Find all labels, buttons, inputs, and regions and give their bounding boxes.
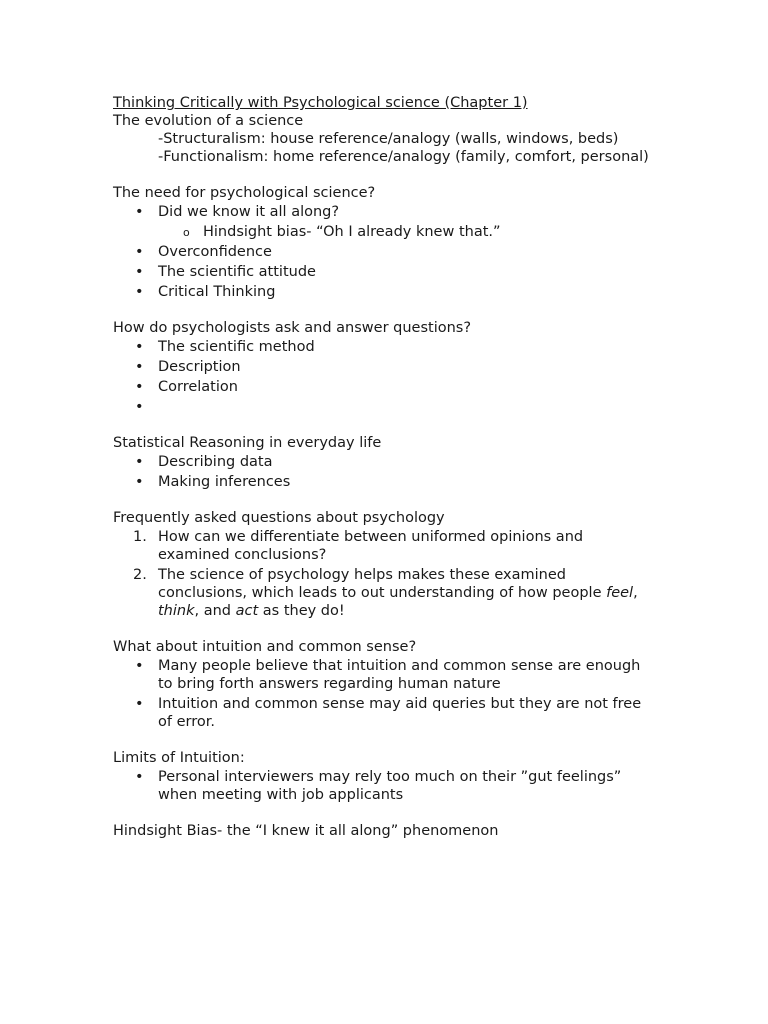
emphasis-feel: feel: [606, 585, 634, 601]
list-item-text: The scientific method: [158, 339, 315, 355]
list-item: [113, 338, 653, 356]
section-limits: [113, 749, 653, 804]
list-item-text: Making inferences: [158, 474, 291, 490]
bullet-icon: •: [135, 359, 144, 375]
list-item: [113, 473, 653, 491]
section-heading: Statistical Reasoning in everyday life: [113, 435, 382, 451]
list-item-text: Did we know it all along?: [158, 204, 340, 220]
list-item-text: Critical Thinking: [158, 284, 276, 300]
bullet-icon: •: [135, 696, 144, 712]
bullet-icon: •: [135, 658, 144, 674]
separator-text: , and: [194, 603, 236, 619]
structuralism-line: -Structuralism: house reference/analogy (walls, windows, beds): [158, 131, 619, 147]
list-item: [113, 283, 653, 301]
bullet-icon: •: [135, 474, 144, 490]
list-item-text: The science of psychology helps makes these examined conclusions, which leads to out understanding of how people: [158, 567, 607, 601]
circle-bullet-icon: o: [183, 226, 190, 239]
numbered-list: [113, 528, 653, 620]
section-heading: The evolution of a science: [113, 113, 304, 129]
section-heading: Hindsight Bias- the “I knew it all along” phenomenon: [113, 823, 499, 839]
document-title: Thinking Critically with Psychological science (Chapter 1): [113, 95, 528, 111]
list-item-text: How can we differentiate between uniformed opinions and examined conclusions?: [158, 529, 584, 563]
list-item: [113, 657, 653, 693]
list-item: [113, 453, 653, 471]
empty-list-item: [113, 398, 653, 416]
bullet-icon: •: [135, 339, 144, 355]
section-statistics: [113, 434, 653, 491]
list-item: [113, 203, 653, 221]
bullet-list: [113, 203, 653, 301]
list-item-text: Personal interviewers may rely too much on their ”gut feelings” when meeting with job applicants: [158, 769, 622, 803]
bullet-list: [113, 338, 653, 416]
section-hindsight: [113, 822, 653, 840]
list-item-text: Hindsight bias- “Oh I already knew that.”: [203, 224, 501, 240]
section-intuition: [113, 638, 653, 731]
section-need: [113, 184, 653, 301]
functionalism-line: -Functionalism: home reference/analogy (family, comfort, personal): [158, 149, 649, 165]
emphasis-think: think: [158, 603, 195, 619]
section-heading: The need for psychological science?: [113, 185, 376, 201]
list-item-text: Description: [158, 359, 241, 375]
section-heading: Limits of Intuition:: [113, 750, 245, 766]
section-heading: How do psychologists ask and answer questions?: [113, 320, 472, 336]
bullet-list: [113, 453, 653, 491]
list-item-text: The scientific attitude: [158, 264, 316, 280]
bullet-list: [113, 657, 653, 731]
list-item: [113, 243, 653, 261]
section-heading: Frequently asked questions about psychology: [113, 510, 445, 526]
list-item-text: Describing data: [158, 454, 273, 470]
list-item: [113, 358, 653, 376]
bullet-icon: •: [135, 264, 144, 280]
list-item-text: Many people believe that intuition and common sense are enough to bring forth answers regarding human nature: [158, 658, 641, 692]
numbered-item: [113, 528, 653, 564]
section-methods: [113, 319, 653, 416]
item-number: 2.: [133, 567, 147, 583]
bullet-list: [113, 768, 653, 804]
item-number: 1.: [133, 529, 147, 545]
list-item-text: Overconfidence: [158, 244, 272, 260]
list-item: [113, 768, 653, 804]
section-heading: What about intuition and common sense?: [113, 639, 417, 655]
list-item-text: Intuition and common sense may aid queries but they are not free of error.: [158, 696, 642, 730]
sub-list-item: [113, 223, 653, 241]
bullet-icon: •: [135, 204, 144, 220]
bullet-icon: •: [135, 769, 144, 785]
emphasis-act: act: [235, 603, 259, 619]
bullet-icon: •: [135, 379, 144, 395]
bullet-icon: •: [135, 284, 144, 300]
bullet-icon: •: [135, 399, 144, 415]
section-faq: [113, 509, 653, 620]
list-item-text: Correlation: [158, 379, 238, 395]
list-item: [113, 263, 653, 281]
document-body: [113, 94, 653, 858]
numbered-item: [113, 566, 653, 620]
bullet-icon: •: [135, 244, 144, 260]
list-item: [113, 695, 653, 731]
list-item: [113, 378, 653, 396]
separator-text: ,: [633, 585, 638, 601]
section-evolution: [113, 112, 653, 166]
bullet-icon: •: [135, 454, 144, 470]
tail-text: as they do!: [258, 603, 345, 619]
